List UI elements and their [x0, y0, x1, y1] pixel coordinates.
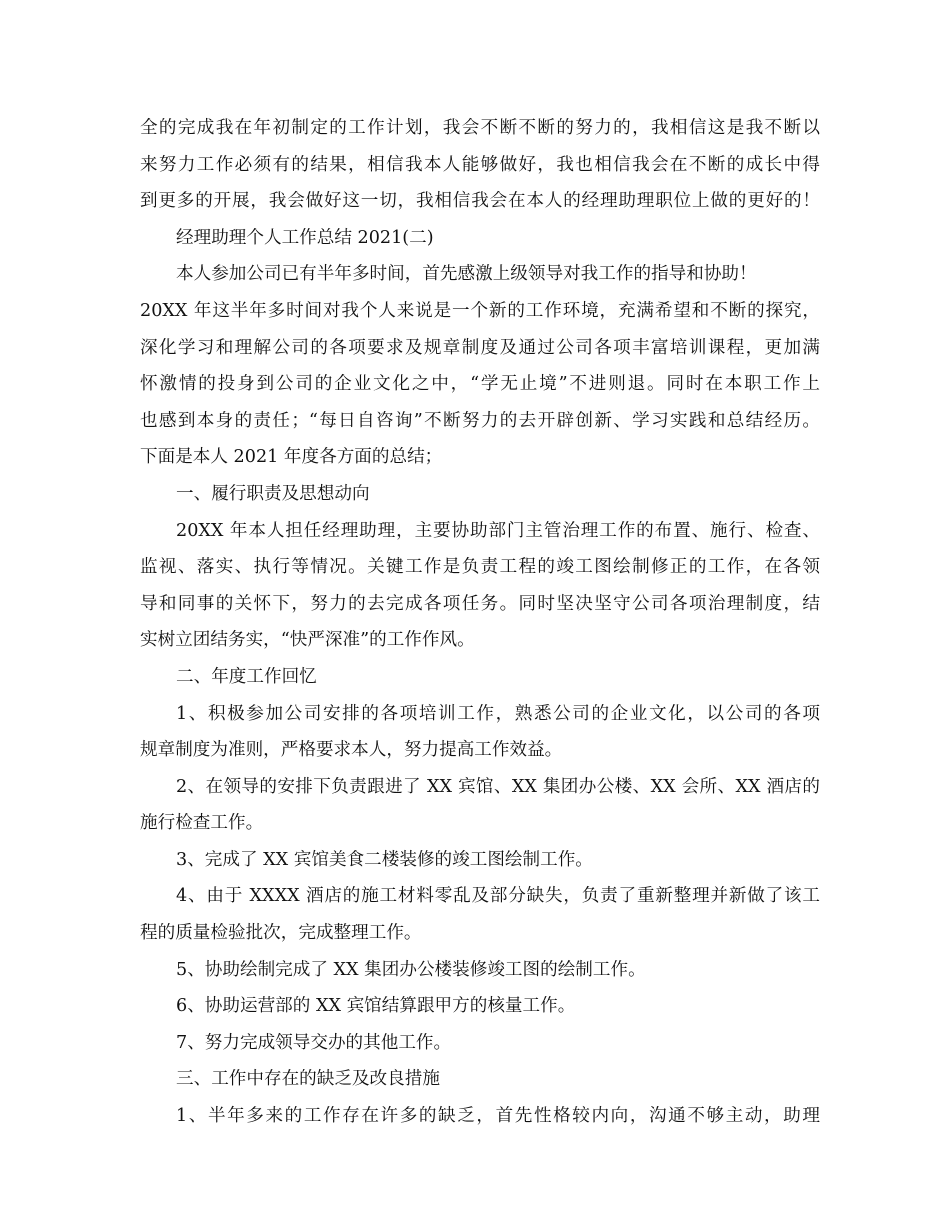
paragraph-line: 也感到本身的责任；“每日自咨询”不断努力的去开辟创新、学习实践和总结经历。 — [140, 410, 820, 431]
paragraph-line: 20XX 年这半年多时间对我个人来说是一个新的工作环境，充满希望和不断的探究， — [140, 300, 820, 321]
list-item: 1、半年多来的工作存在许多的缺乏，首先性格较内向，沟通不够主动，助理 — [176, 1106, 820, 1127]
list-item-continuation: 程的质量检验批次，完成整理工作。 — [140, 923, 422, 944]
paragraph-line: 导和同事的关怀下，努力的去完成各项任务。同时坚决坚守公司各项治理制度，结 — [140, 593, 820, 614]
paragraph-line: 实树立团结务实，“快严深准”的工作作风。 — [140, 630, 475, 651]
list-item: 6、协助运营部的 XX 宾馆结算跟甲方的核量工作。 — [176, 996, 576, 1017]
paragraph-line: 到更多的开展，我会做好这一切，我相信我会在本人的经理助理职位上做的更好的！ — [140, 191, 820, 212]
document-body — [140, 110, 820, 1135]
paragraph-line: 20XX 年本人担任经理助理，主要协助部门主管治理工作的布置、施行、检查、 — [176, 520, 820, 541]
list-item: 7、努力完成领导交办的其他工作。 — [176, 1032, 452, 1053]
section-heading: 二、年度工作回忆 — [176, 666, 317, 687]
list-item: 1、积极参加公司安排的各项培训工作，熟悉公司的企业文化，以公司的各项 — [176, 703, 820, 724]
list-item: 5、协助绘制完成了 XX 集团办公楼装修竣工图的绘制工作。 — [176, 959, 646, 980]
paragraph-line: 深化学习和理解公司的各项要求及规章制度及通过公司各项丰富培训课程，更加满 — [140, 337, 820, 358]
paragraph-line: 本人参加公司已有半年多时间，首先感激上级领导对我工作的指导和协助！ — [176, 264, 757, 285]
list-item: 2、在领导的安排下负责跟进了 XX 宾馆、XX 集团办公楼、XX 会所、XX 酒店的 — [176, 776, 820, 797]
section-heading: 三、工作中存在的缺乏及改良措施 — [176, 1069, 440, 1090]
section-heading: 一、履行职责及思想动向 — [176, 483, 370, 504]
list-item: 3、完成了 XX 宾馆美食二楼装修的竣工图绘制工作。 — [176, 849, 593, 870]
paragraph-line: 监视、落实、执行等情况。关键工作是负责工程的竣工图绘制修正的工作，在各领 — [140, 557, 820, 578]
paragraph-line: 下面是本人 2021 年度各方面的总结； — [140, 447, 443, 468]
section-title: 经理助理个人工作总结 2021(二) — [176, 227, 434, 248]
paragraph-line: 来努力工作必须有的结果，相信我本人能够做好，我也相信我会在不断的成长中得 — [140, 154, 820, 175]
list-item-continuation: 施行检查工作。 — [140, 813, 264, 834]
list-item-continuation: 规章制度为准则，严格要求本人，努力提高工作效益。 — [140, 740, 563, 761]
paragraph-line: 怀激情的投身到公司的企业文化之中，“学无止境”不进则退。同时在本职工作上 — [140, 374, 820, 395]
list-item: 4、由于 XXXX 酒店的施工材料零乱及部分缺失，负责了重新整理并新做了该工 — [176, 886, 820, 907]
paragraph-line: 全的完成我在年初制定的工作计划，我会不断不断的努力的，我相信这是我不断以 — [140, 118, 820, 138]
